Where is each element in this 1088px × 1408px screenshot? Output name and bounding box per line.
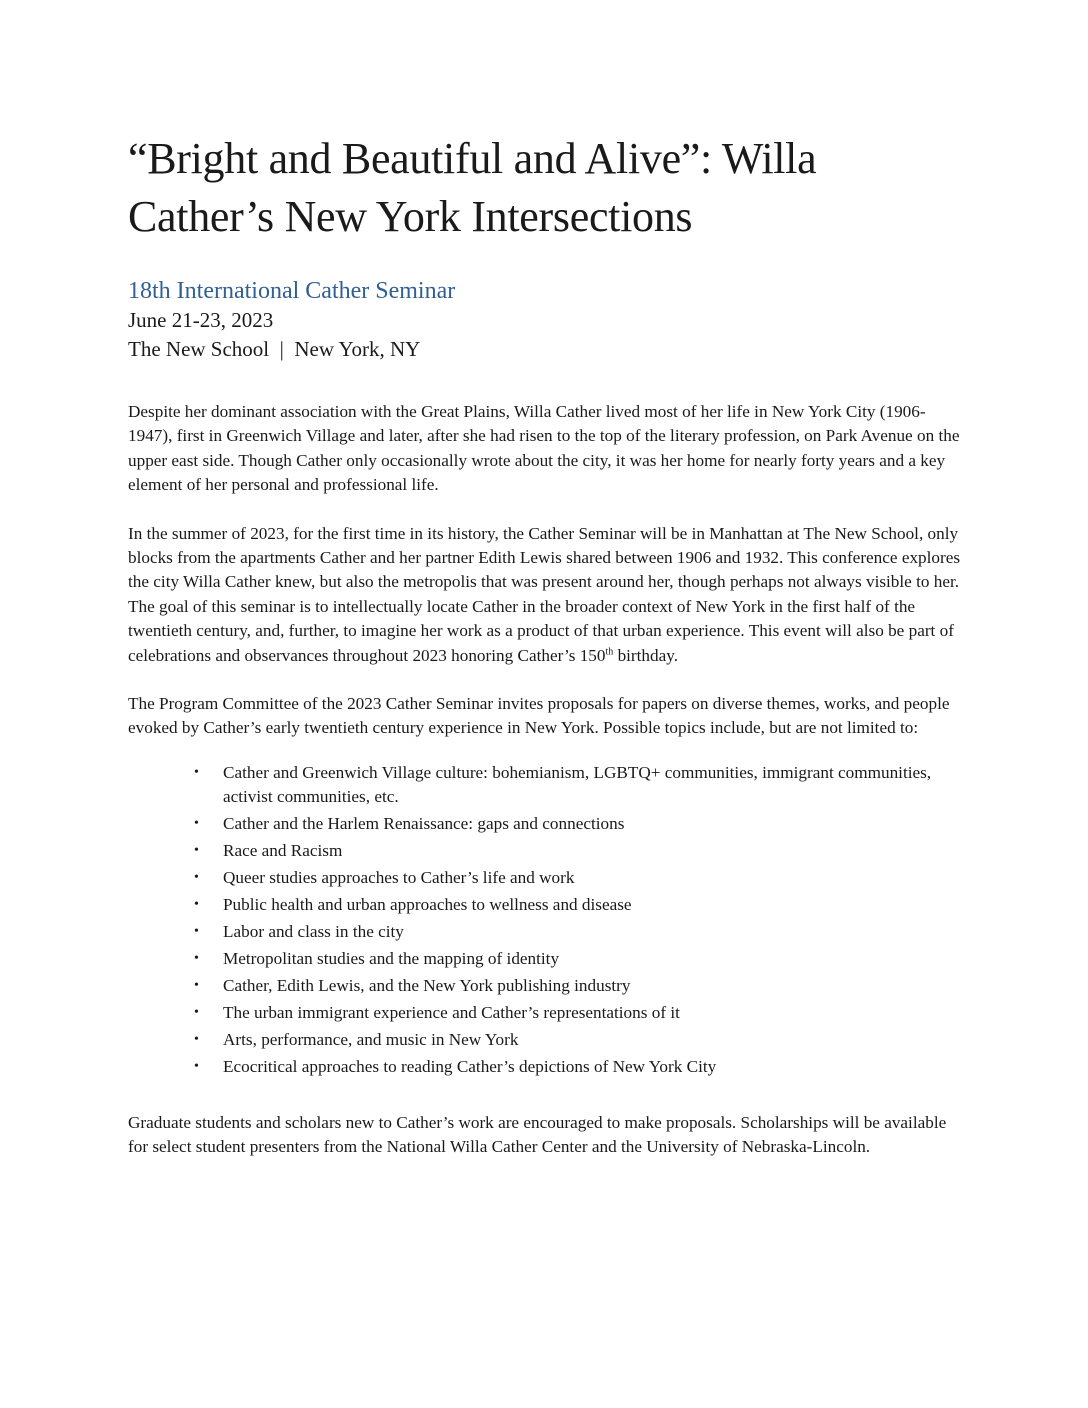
bullet-icon: • bbox=[194, 1058, 199, 1074]
bullet-icon: • bbox=[194, 923, 199, 939]
bullet-icon: • bbox=[194, 764, 199, 780]
scholarship-paragraph: Graduate students and scholars new to Cather’s work are encouraged to make proposals. Scholarships will be available for select student presenters from the National Willa Cather Center and the University of Nebraska-Lincoln. bbox=[128, 1112, 947, 1157]
topic-text: Arts, performance, and music in New York bbox=[223, 1029, 519, 1049]
topic-text: Public health and urban approaches to wellness and disease bbox=[223, 894, 632, 914]
document-title: “Bright and Beautiful and Alive”: Willa Cather’s New York Intersections bbox=[128, 134, 817, 241]
bullet-icon: • bbox=[194, 1031, 199, 1047]
topic-item bbox=[194, 1055, 968, 1079]
intro-paragraph: Despite her dominant association with the Great Plains, Willa Cather lived most of her life in New York City (1906-1947), first in Greenwich Village and later, after she had risen to the top of the literary profession, on Park Avenue on the upper east side. Though Cather only occasionally wrote about the city, it was her home for nearly forty years and a key element of her personal and professional life. bbox=[128, 402, 960, 495]
document-page bbox=[128, 130, 968, 1160]
seminar-description-paragraph bbox=[128, 522, 968, 668]
seminar-dates: June 21-23, 2023 bbox=[128, 308, 274, 332]
paragraph-text-end: birthday. bbox=[613, 645, 679, 665]
bullet-icon: • bbox=[194, 869, 199, 885]
topic-item bbox=[194, 839, 968, 863]
topic-text: Metropolitan studies and the mapping of identity bbox=[223, 948, 560, 968]
topic-text: Cather and the Harlem Renaissance: gaps and connections bbox=[223, 813, 625, 833]
paragraph-text: In the summer of 2023, for the first time in its history, the Cather Seminar will be in Manhattan at The New School, only blocks from the apartments Cather and her partner Edith Lewis shared between 1906 and 1932. This conference explores the city Willa Cather knew, but also the metropolis that was present around her, though perhaps not always visible to her. The goal of this seminar is to intellectually locate Cather in the broader context of New York in the first half of the twentieth century, and, further, to imagine her work as a product of that urban experience. This event will also be part of celebrations and observances throughout 2023 honoring Cather’s 150 bbox=[128, 523, 961, 665]
topic-text: The urban immigrant experience and Cather’s representations of it bbox=[223, 1002, 680, 1022]
call-for-papers-paragraph: The Program Committee of the 2023 Cather Seminar invites proposals for papers on diverse themes, works, and people evoked by Cather’s early twentieth century experience in New York. Possible topics include, but are not limited to: bbox=[128, 694, 950, 738]
bullet-icon: • bbox=[194, 842, 199, 858]
topic-text: Cather, Edith Lewis, and the New York publishing industry bbox=[223, 975, 631, 995]
topic-item bbox=[194, 1028, 968, 1052]
bullet-icon: • bbox=[194, 977, 199, 993]
topic-text: Cather and Greenwich Village culture: bohemianism, LGBTQ+ communities, immigrant communities, activist communities, etc. bbox=[223, 762, 932, 806]
topic-text: Ecocritical approaches to reading Cather’s depictions of New York City bbox=[223, 1056, 717, 1076]
seminar-venue: The New School | New York, NY bbox=[128, 337, 421, 361]
topic-item bbox=[194, 893, 968, 917]
bullet-icon: • bbox=[194, 950, 199, 966]
topic-text: Race and Racism bbox=[223, 840, 343, 860]
bullet-icon: • bbox=[194, 1004, 199, 1020]
topic-item bbox=[194, 866, 968, 890]
topic-item bbox=[194, 761, 968, 809]
topic-item bbox=[194, 920, 968, 944]
topic-item bbox=[194, 947, 968, 971]
ordinal-superscript: th bbox=[605, 645, 614, 657]
topic-text: Labor and class in the city bbox=[223, 921, 404, 941]
topic-item bbox=[194, 812, 968, 836]
topic-text: Queer studies approaches to Cather’s life and work bbox=[223, 867, 575, 887]
bullet-icon: • bbox=[194, 815, 199, 831]
bullet-icon: • bbox=[194, 896, 199, 912]
topic-item bbox=[194, 1001, 968, 1025]
topics-list bbox=[128, 761, 968, 1079]
topic-item bbox=[194, 974, 968, 998]
seminar-subtitle: 18th International Cather Seminar bbox=[128, 278, 456, 304]
